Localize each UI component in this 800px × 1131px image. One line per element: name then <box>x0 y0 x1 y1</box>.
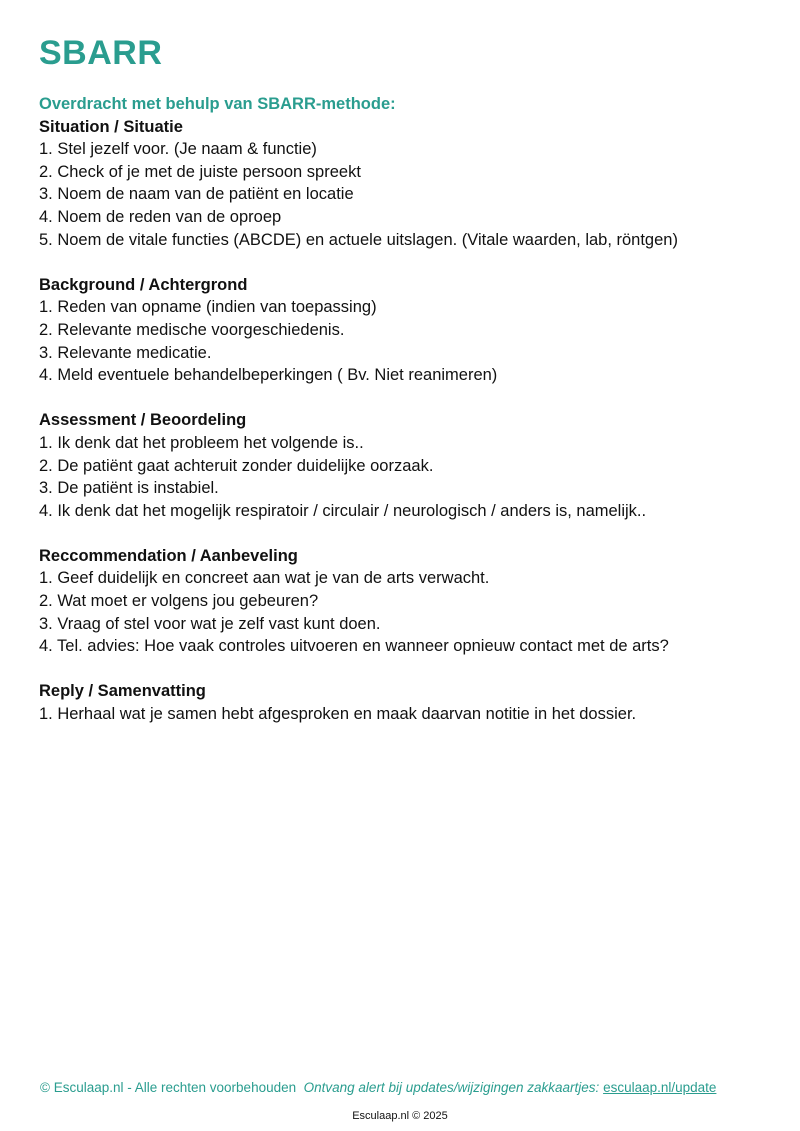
list-item: 5. Noem de vitale functies (ABCDE) en actuele uitslagen. (Vitale waarden, lab, röntgen) <box>39 230 678 249</box>
list-item: 3. Relevante medicatie. <box>39 343 212 362</box>
section-situation <box>39 116 779 252</box>
section-list <box>39 567 779 657</box>
section-list <box>39 703 779 726</box>
list-item: 3. De patiënt is instabiel. <box>39 479 219 498</box>
page-title: SBARR <box>39 34 163 72</box>
section-list <box>39 138 779 251</box>
document-body <box>39 93 779 748</box>
list-item: 2. De patiënt gaat achteruit zonder duidelijke oorzaak. <box>39 456 434 475</box>
list-item: 4. Ik denk dat het mogelijk respiratoir / circulair / neurologisch / anders is, namelijk.. <box>39 501 647 520</box>
section-heading: Background / Achtergrond <box>39 275 248 294</box>
section-heading: Situation / Situatie <box>39 117 183 136</box>
list-item: 2. Wat moet er volgens jou gebeuren? <box>39 592 319 611</box>
list-item: 1. Herhaal wat je samen hebt afgesproken en maak daarvan notitie in het dossier. <box>39 705 637 724</box>
update-link[interactable]: esculaap.nl/update <box>603 1080 717 1095</box>
section-heading: Reccommendation / Aanbeveling <box>39 546 298 565</box>
alert-text: Ontvang alert bij updates/wijzigingen zakkaartjes: <box>303 1080 600 1095</box>
list-item: 1. Geef duidelijk en concreet aan wat je van de arts verwacht. <box>39 569 490 588</box>
list-item: 3. Noem de naam van de patiënt en locatie <box>39 185 354 204</box>
list-item: 4. Tel. advies: Hoe vaak controles uitvoeren en wanneer opnieuw contact met de arts? <box>39 637 669 656</box>
section-heading: Assessment / Beoordeling <box>39 411 247 430</box>
list-item: 1. Ik denk dat het probleem het volgende is.. <box>39 433 364 452</box>
copyright-text: © Esculaap.nl - Alle rechten voorbehouden <box>40 1080 297 1095</box>
section-heading: Reply / Samenvatting <box>39 682 206 701</box>
footer <box>40 1079 716 1097</box>
list-item: 1. Stel jezelf voor. (Je naam & functie) <box>39 140 317 159</box>
section-assessment <box>39 409 779 522</box>
list-item: 1. Reden van opname (indien van toepassing) <box>39 298 377 317</box>
list-item: 2. Check of je met de juiste persoon spreekt <box>39 162 361 181</box>
section-reply <box>39 680 779 725</box>
section-background <box>39 274 779 387</box>
intro-heading: Overdracht met behulp van SBARR-methode: <box>39 95 396 113</box>
section-list <box>39 296 779 386</box>
section-list <box>39 432 779 522</box>
list-item: 4. Noem de reden van de oproep <box>39 207 282 226</box>
bottom-credit: Esculaap.nl © 2025 <box>352 1110 448 1122</box>
list-item: 3. Vraag of stel voor wat je zelf vast kunt doen. <box>39 614 381 633</box>
section-recommendation <box>39 545 779 658</box>
list-item: 4. Meld eventuele behandelbeperkingen ( Bv. Niet reanimeren) <box>39 366 498 385</box>
list-item: 2. Relevante medische voorgeschiedenis. <box>39 320 345 339</box>
